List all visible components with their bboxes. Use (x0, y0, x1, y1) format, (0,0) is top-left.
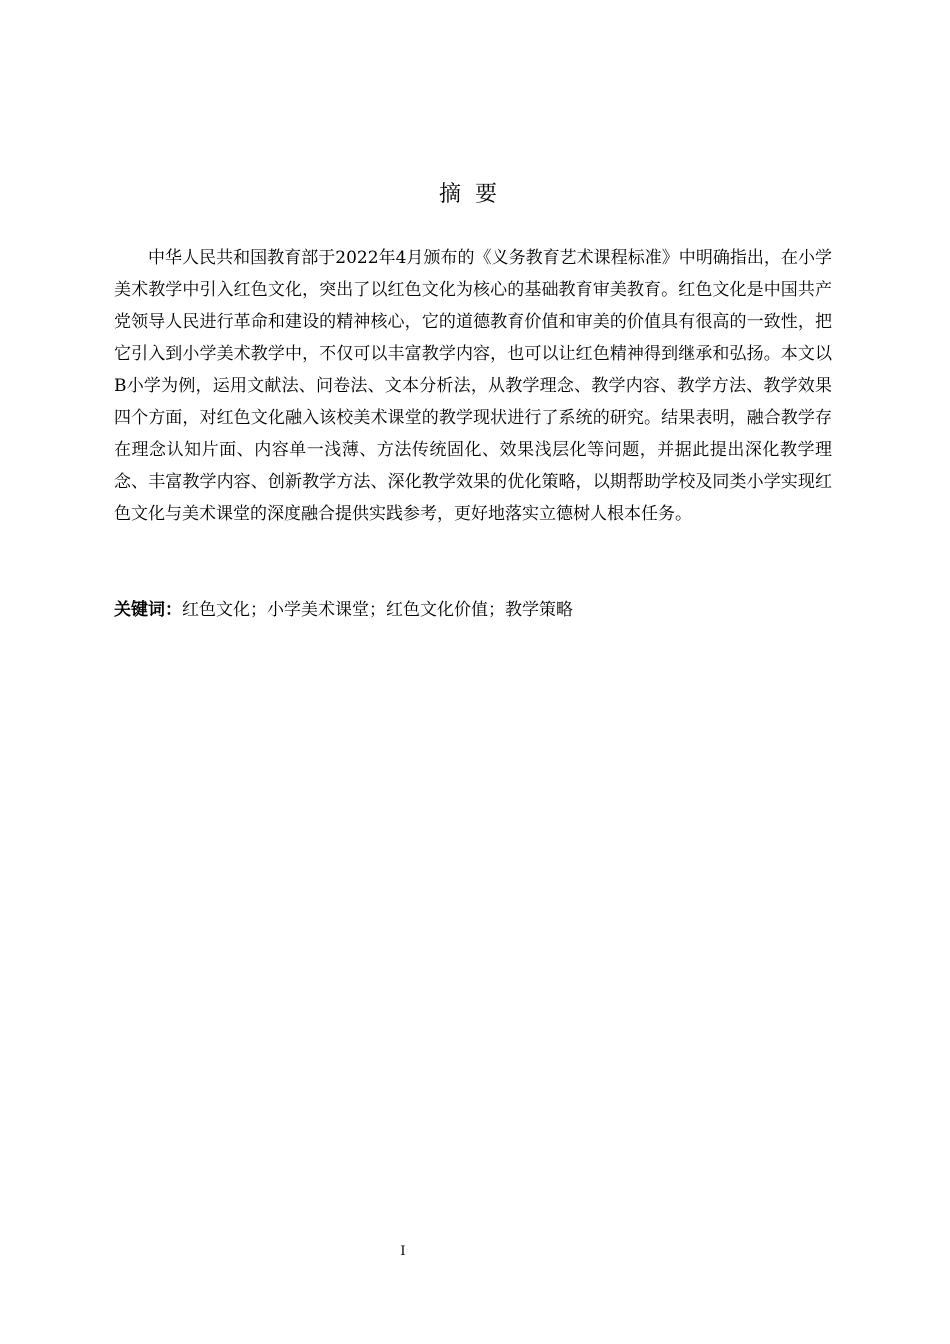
keywords-text: 红色文化；小学美术课堂；红色文化价值；教学策略 (182, 600, 573, 620)
abstract-paragraph: 中华人民共和国教育部于2022年4月颁布的《义务教育艺术课程标准》中明确指出，在小学美术教学中引入红色文化，突出了以红色文化为核心的基础教育审美教育。红色文化是中国共产党领导人民进行革命和建设的精神核心，它的道德教育价值和审美的价值具有很高的一致性，把它引入到小学美术教学中，不仅可以丰富教学内容，也可以让红色精神得到继承和弘扬。本文以B小学为例，运用文献法、问卷法、文本分析法，从教学理念、教学内容、教学方法、教学效果四个方面，对红色文化融入该校美术课堂的教学现状进行了系统的研究。结果表明，融合教学存在理念认知片面、内容单一浅薄、方法传统固化、效果浅层化等问题，并据此提出深化教学理念、丰富教学内容、创新教学方法、深化教学效果的优化策略，以期帮助学校及同类小学实现红色文化与美术课堂的深度融合提供实践参考，更好地落实立德树人根本任务。 (114, 248, 832, 524)
keywords-line (114, 594, 832, 626)
page-title: 摘要 (438, 182, 511, 207)
page-number: I (400, 1244, 406, 1259)
keywords-label: 关键词： (114, 600, 182, 620)
